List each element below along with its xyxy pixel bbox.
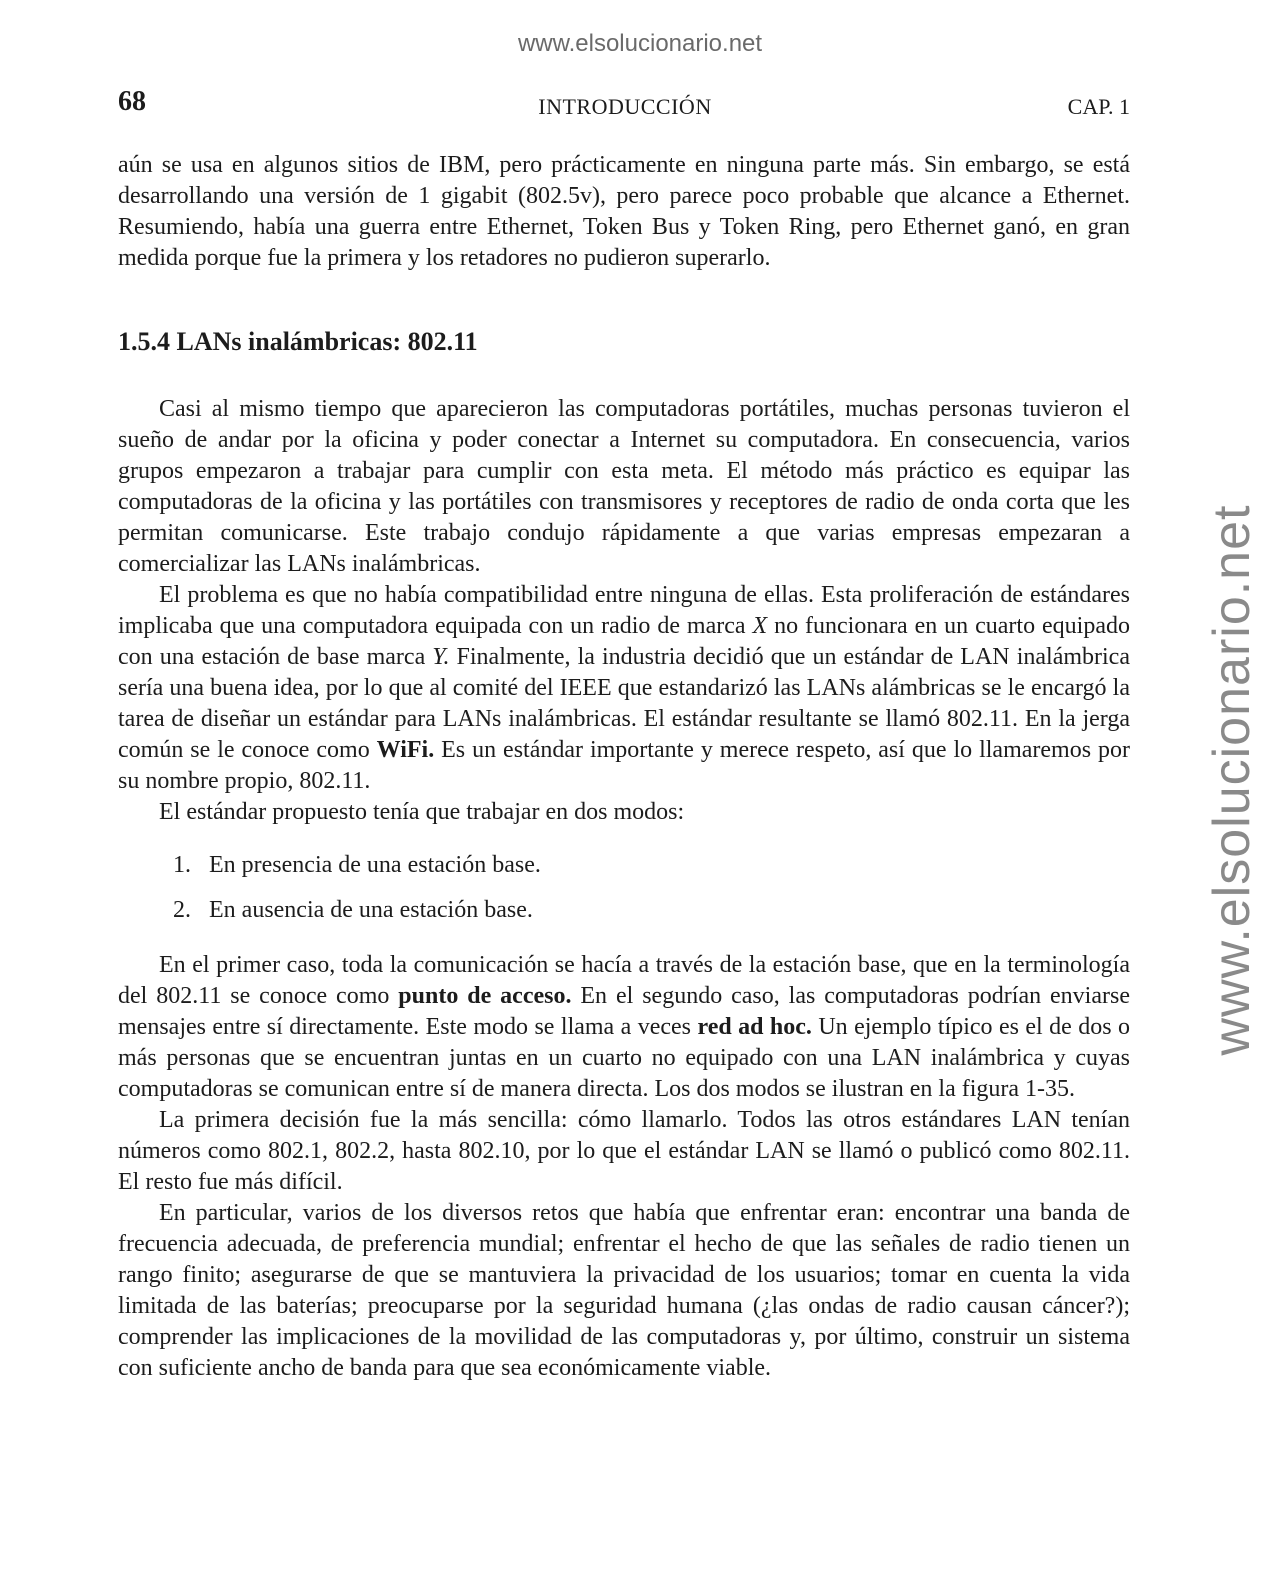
chapter-label: CAP. 1 [1067, 94, 1130, 119]
paragraph-4-text-c: Un ejemplo típico es el de dos o más personas que se encuentran juntas en un cuarto no equipado con una LAN inalámbrica y cuyas computadoras se comunican entre sí de manera directa. Los dos modos se ilustran en la figura 1-35. [118, 1014, 1130, 1102]
list-item-number: 2. [173, 897, 191, 923]
list-item-text: En presencia de una estación base. [209, 852, 541, 878]
term-ad-hoc-network: red ad hoc. [697, 1014, 812, 1040]
term-access-point: punto de acceso. [398, 983, 572, 1009]
paragraph-1: Casi al mismo tiempo que aparecieron las computadoras portátiles, muchas personas tuvieron el sueño de andar por la oficina y poder conectar a Internet su computadora. En consecuencia, varios grupos empezaron a trabajar para cumplir con esta meta. El método más práctico es equipar las computadoras de la oficina y las portátiles con transmisores y receptores de radio de onda corta que les permitan comunicarse. Este trabajo condujo rápidamente a que varias empresas empezaran a comercializar las LANs inalámbricas. [118, 396, 1130, 577]
page-number: 68 [118, 86, 146, 117]
term-wifi: WiFi. [376, 737, 435, 763]
brand-y: Y. [432, 644, 450, 670]
list-item-text: En ausencia de una estación base. [209, 897, 533, 923]
list-item [173, 895, 1130, 926]
paragraph-4-text-b: En el segundo caso, las computadoras podrían enviarse mensajes entre sí directamente. Este modo se llama a veces [118, 983, 1130, 1040]
page-body [118, 150, 1130, 1384]
section-heading: 1.5.4 LANs inalámbricas: 802.11 [118, 327, 478, 356]
paragraph-2-text-d: Es un estándar importante y merece respeto, así que lo llamaremos por su nombre propio, 802.11. [118, 737, 1130, 794]
running-title: INTRODUCCIÓN [538, 94, 712, 119]
paragraph-6: En particular, varios de los diversos retos que había que enfrentar eran: encontrar una banda de frecuencia adecuada, de preferencia mundial; enfrentar el hecho de que las señales de radio tienen un rango finito; asegurarse de que se mantuviera la privacidad de los usuarios; tomar en cuenta la vida limitada de las baterías; preocuparse por la seguridad humana (¿las ondas de radio causan cáncer?); comprender las implicaciones de la movilidad de las computadoras y, por último, construir un sistema con suficiente ancho de banda para que sea económicamente viable. [118, 1200, 1130, 1381]
paragraph-2-text-c: Finalmente, la industria decidió que un estándar de LAN inalámbrica sería una buena idea, por lo que al comité del IEEE que estandarizó las LANs alámbricas se le encargó la tarea de diseñar un estándar para LANs inalámbricas. El estándar resultante se llamó 802.11. En la jerga común se le conoce como [118, 644, 1130, 763]
brand-x: X [752, 613, 768, 639]
paragraph-2-text-b: no funcionara en un cuarto equipado con una estación de base marca [118, 613, 1130, 670]
paragraph-4-text-a: En el primer caso, toda la comunicación se hacía a través de la estación base, que en la terminología del 802.11 se conoce como [118, 952, 1130, 1009]
paragraph-5: La primera decisión fue la más sencilla: cómo llamarlo. Todos las otros estándares LAN tenían números como 802.1, 802.2, hasta 802.10, por lo que el estándar LAN se llamó o publicó como 802.11. El resto fue más difícil. [118, 1107, 1130, 1195]
list-item-number: 1. [173, 852, 191, 878]
paragraph-continuation: aún se usa en algunos sitios de IBM, pero prácticamente en ninguna parte más. Sin embargo, se está desarrollando una versión de 1 gigabit (802.5v), pero parece poco probable que alcance a Ethernet. Resumiendo, había una guerra entre Ethernet, Token Bus y Token Ring, pero Ethernet ganó, en gran medida porque fue la primera y los retadores no pudieron superarlo. [118, 152, 1130, 271]
list-item [173, 850, 1130, 881]
paragraph-2 [118, 580, 1130, 797]
paragraph-2-text-a: El problema es que no había compatibilidad entre ninguna de ellas. Esta proliferación de estándares implicaba que una computadora equipada con un radio de marca [118, 582, 1130, 639]
paragraph-3: El estándar propuesto tenía que trabajar en dos modos: [159, 799, 685, 825]
paragraph-4 [118, 950, 1130, 1105]
watermark-top-url: www.elsolucionario.net [517, 30, 763, 57]
watermark-side-url: www.elsolucionario.net [1203, 504, 1261, 1056]
modes-list [118, 850, 1130, 926]
